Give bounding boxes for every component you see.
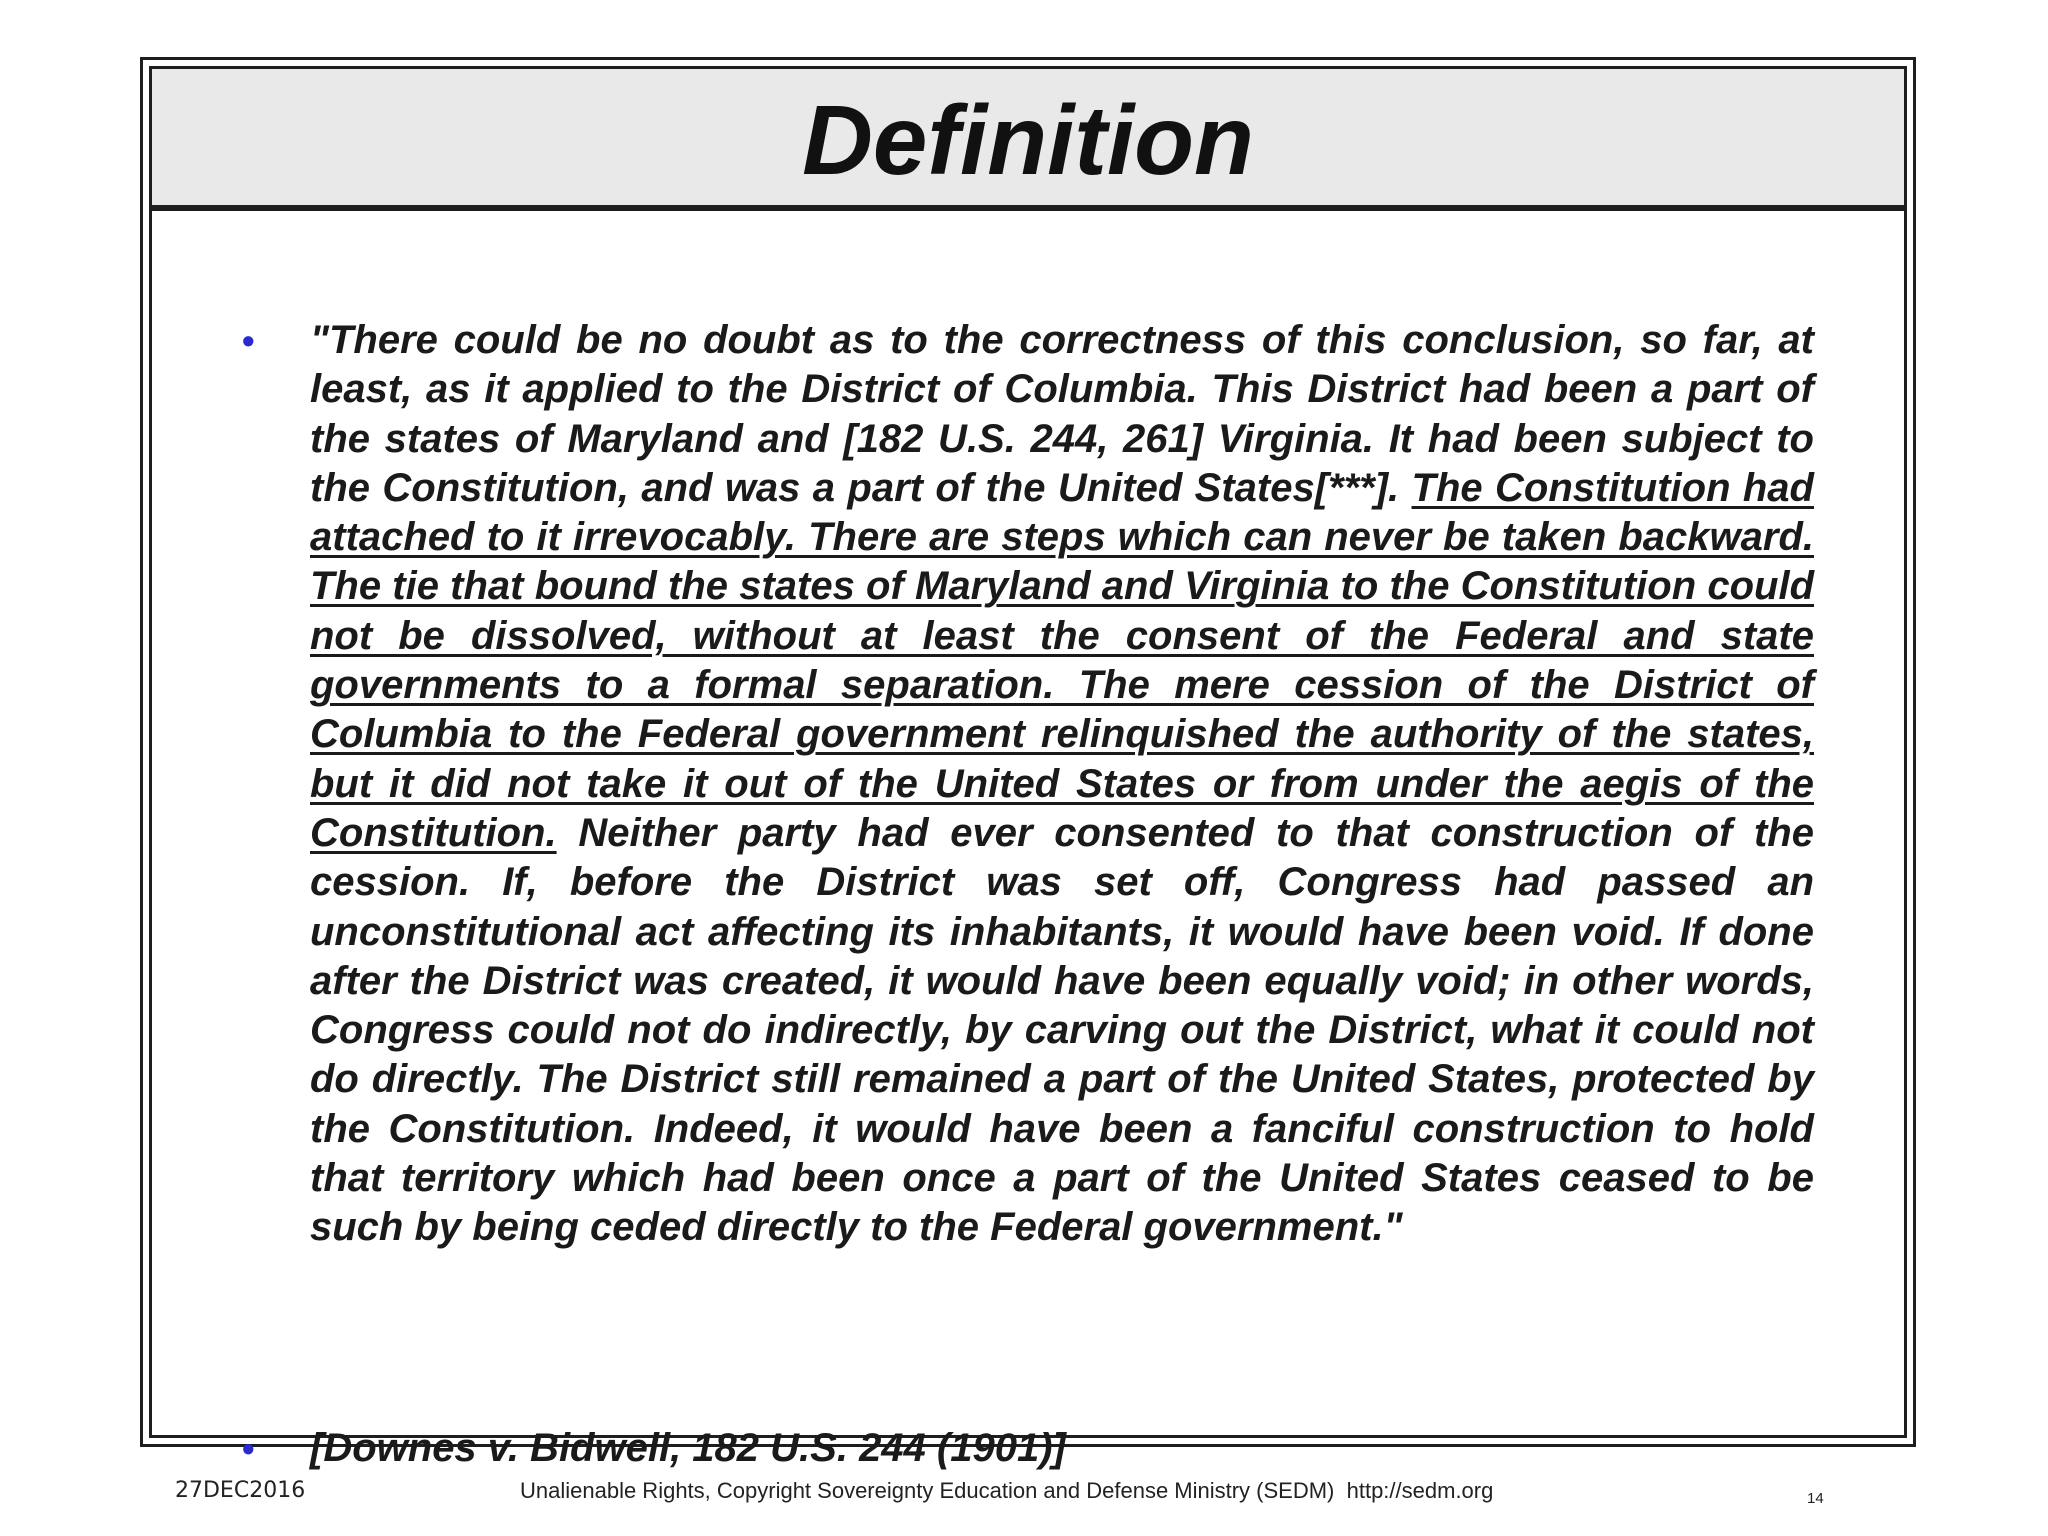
slide-title: Definition: [802, 85, 1254, 195]
footer-date: 27DEC2016: [175, 1478, 306, 1503]
quote-part-underlined: The Constitution had attached to it irrevocably. There are steps which can never be taken backward. The tie that bound the states of Maryland and Virginia to the Constitution could not be dissolved, without at least the consent of the Federal and state governments to a formal separation. The mere cession of the District of Columbia to the Federal government relinquished the authority of the states, but it did not take it out of the United States or from under the aegis of the Constitution.: [310, 465, 1814, 855]
quote-part-before: "There could be no doubt as to the correctness of this conclusion, so far, at least, as it applied to the District of Columbia. This District had been a part of the states of Maryland and [182 U.S. 244, 261] Virginia. It had been subject to the Constitution, and was a part of the United States[***].: [310, 318, 1814, 510]
slide-frame-inner: [149, 66, 1907, 1470]
quote-text: [310, 316, 1814, 1253]
title-bar: [152, 69, 1904, 211]
bullet-icon: •: [242, 320, 255, 361]
slide-frame: [140, 57, 1916, 1470]
citation-text: [Downes v. Bidwell, 182 U.S. 244 (1901)]: [310, 1426, 1066, 1470]
footer-page-number: 14: [1807, 1490, 1824, 1507]
footer-copyright: Unalienable Rights, Copyright Sovereignty Education and Defense Ministry (SEDM) http://sedm.org: [520, 1478, 1494, 1503]
bullet-icon: •: [242, 1428, 255, 1469]
slide-content: [152, 211, 1904, 1470]
quote-part-after: Neither party had ever consented to that construction of the cession. If, before the District was set off, Congress had passed an unconstitutional act affecting its inhabitants, it would have been void. If done after the District was created, it would have been equally void; in other words, Congress could not do indirectly, by carving out the District, what it could not do directly. The District still remained a part of the United States, protected by the Constitution. Indeed, it would have been a fanciful construction to hold that territory which had been once a part of the United States ceased to be such by being ceded directly to the Federal government.": [310, 810, 1814, 1250]
